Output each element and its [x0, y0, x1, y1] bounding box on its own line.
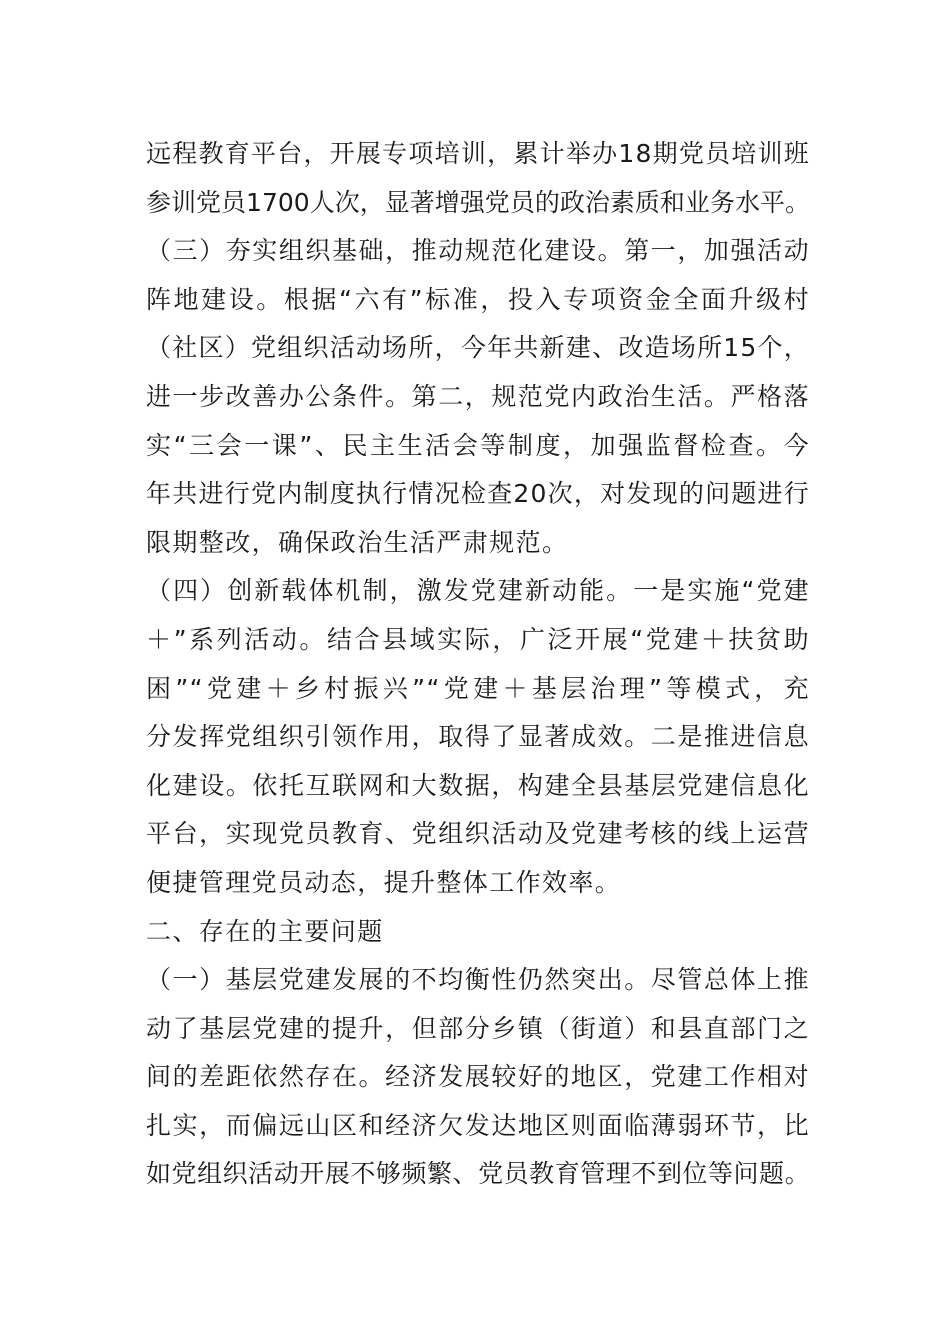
text-line: 阵地建设。根据“六有”标准，投入专项资金全面升级村 — [146, 284, 810, 314]
text-line: 化建设。依托互联网和大数据，构建全县基层党建信息化 — [146, 770, 810, 800]
text-line: ＋”系列活动。结合县域实际，广泛开展“党建＋扶贫助 — [146, 624, 810, 654]
text-line: 限期整改，确保政治生活严肃规范。 — [146, 527, 569, 557]
document-body — [146, 130, 810, 1199]
text-line: 如党组织活动开展不够频繁、党员教育管理不到位等问题。 — [146, 1159, 810, 1189]
text-line: 平台，实现党员教育、党组织活动及党建考核的线上运营 — [146, 819, 810, 849]
section-heading: 二、存在的主要问题 — [146, 916, 384, 946]
text-line: 动了基层党建的提升，但部分乡镇（街道）和县直部门之 — [146, 1013, 810, 1043]
text-line: 便捷管理党员动态，提升整体工作效率。 — [146, 867, 622, 897]
text-line: 扎实，而偏远山区和经济欠发达地区则面临薄弱环节，比 — [146, 1110, 810, 1140]
text-line: 远程教育平台，开展专项培训，累计举办18期党员培训班 — [146, 139, 810, 168]
text-line: （四）创新载体机制，激发党建新动能。一是实施“党建 — [146, 576, 810, 606]
text-line: 困”“党建＋乡村振兴”“党建＋基层治理”等模式，充 — [146, 673, 810, 703]
text-line: 间的差距依然存在。经济发展较好的地区，党建工作相对 — [146, 1062, 810, 1092]
text-line: 参训党员1700人次，显著增强党员的政治素质和业务水平。 — [146, 187, 810, 217]
text-line: 进一步改善办公条件。第二，规范党内政治生活。严格落 — [146, 381, 810, 411]
text-line: （社区）党组织活动场所，今年共新建、改造场所15个， — [146, 333, 810, 363]
text-line: （三）夯实组织基础，推动规范化建设。第一，加强活动 — [146, 236, 810, 266]
text-line: 年共进行党内制度执行情况检查20次，对发现的问题进行 — [146, 479, 810, 509]
text-line: （一）基层党建发展的不均衡性仍然突出。尽管总体上推 — [146, 965, 810, 995]
text-line: 分发挥党组织引领作用，取得了显著成效。二是推进信息 — [146, 722, 810, 752]
text-line: 实“三会一课”、民主生活会等制度，加强监督检查。今 — [146, 430, 810, 460]
